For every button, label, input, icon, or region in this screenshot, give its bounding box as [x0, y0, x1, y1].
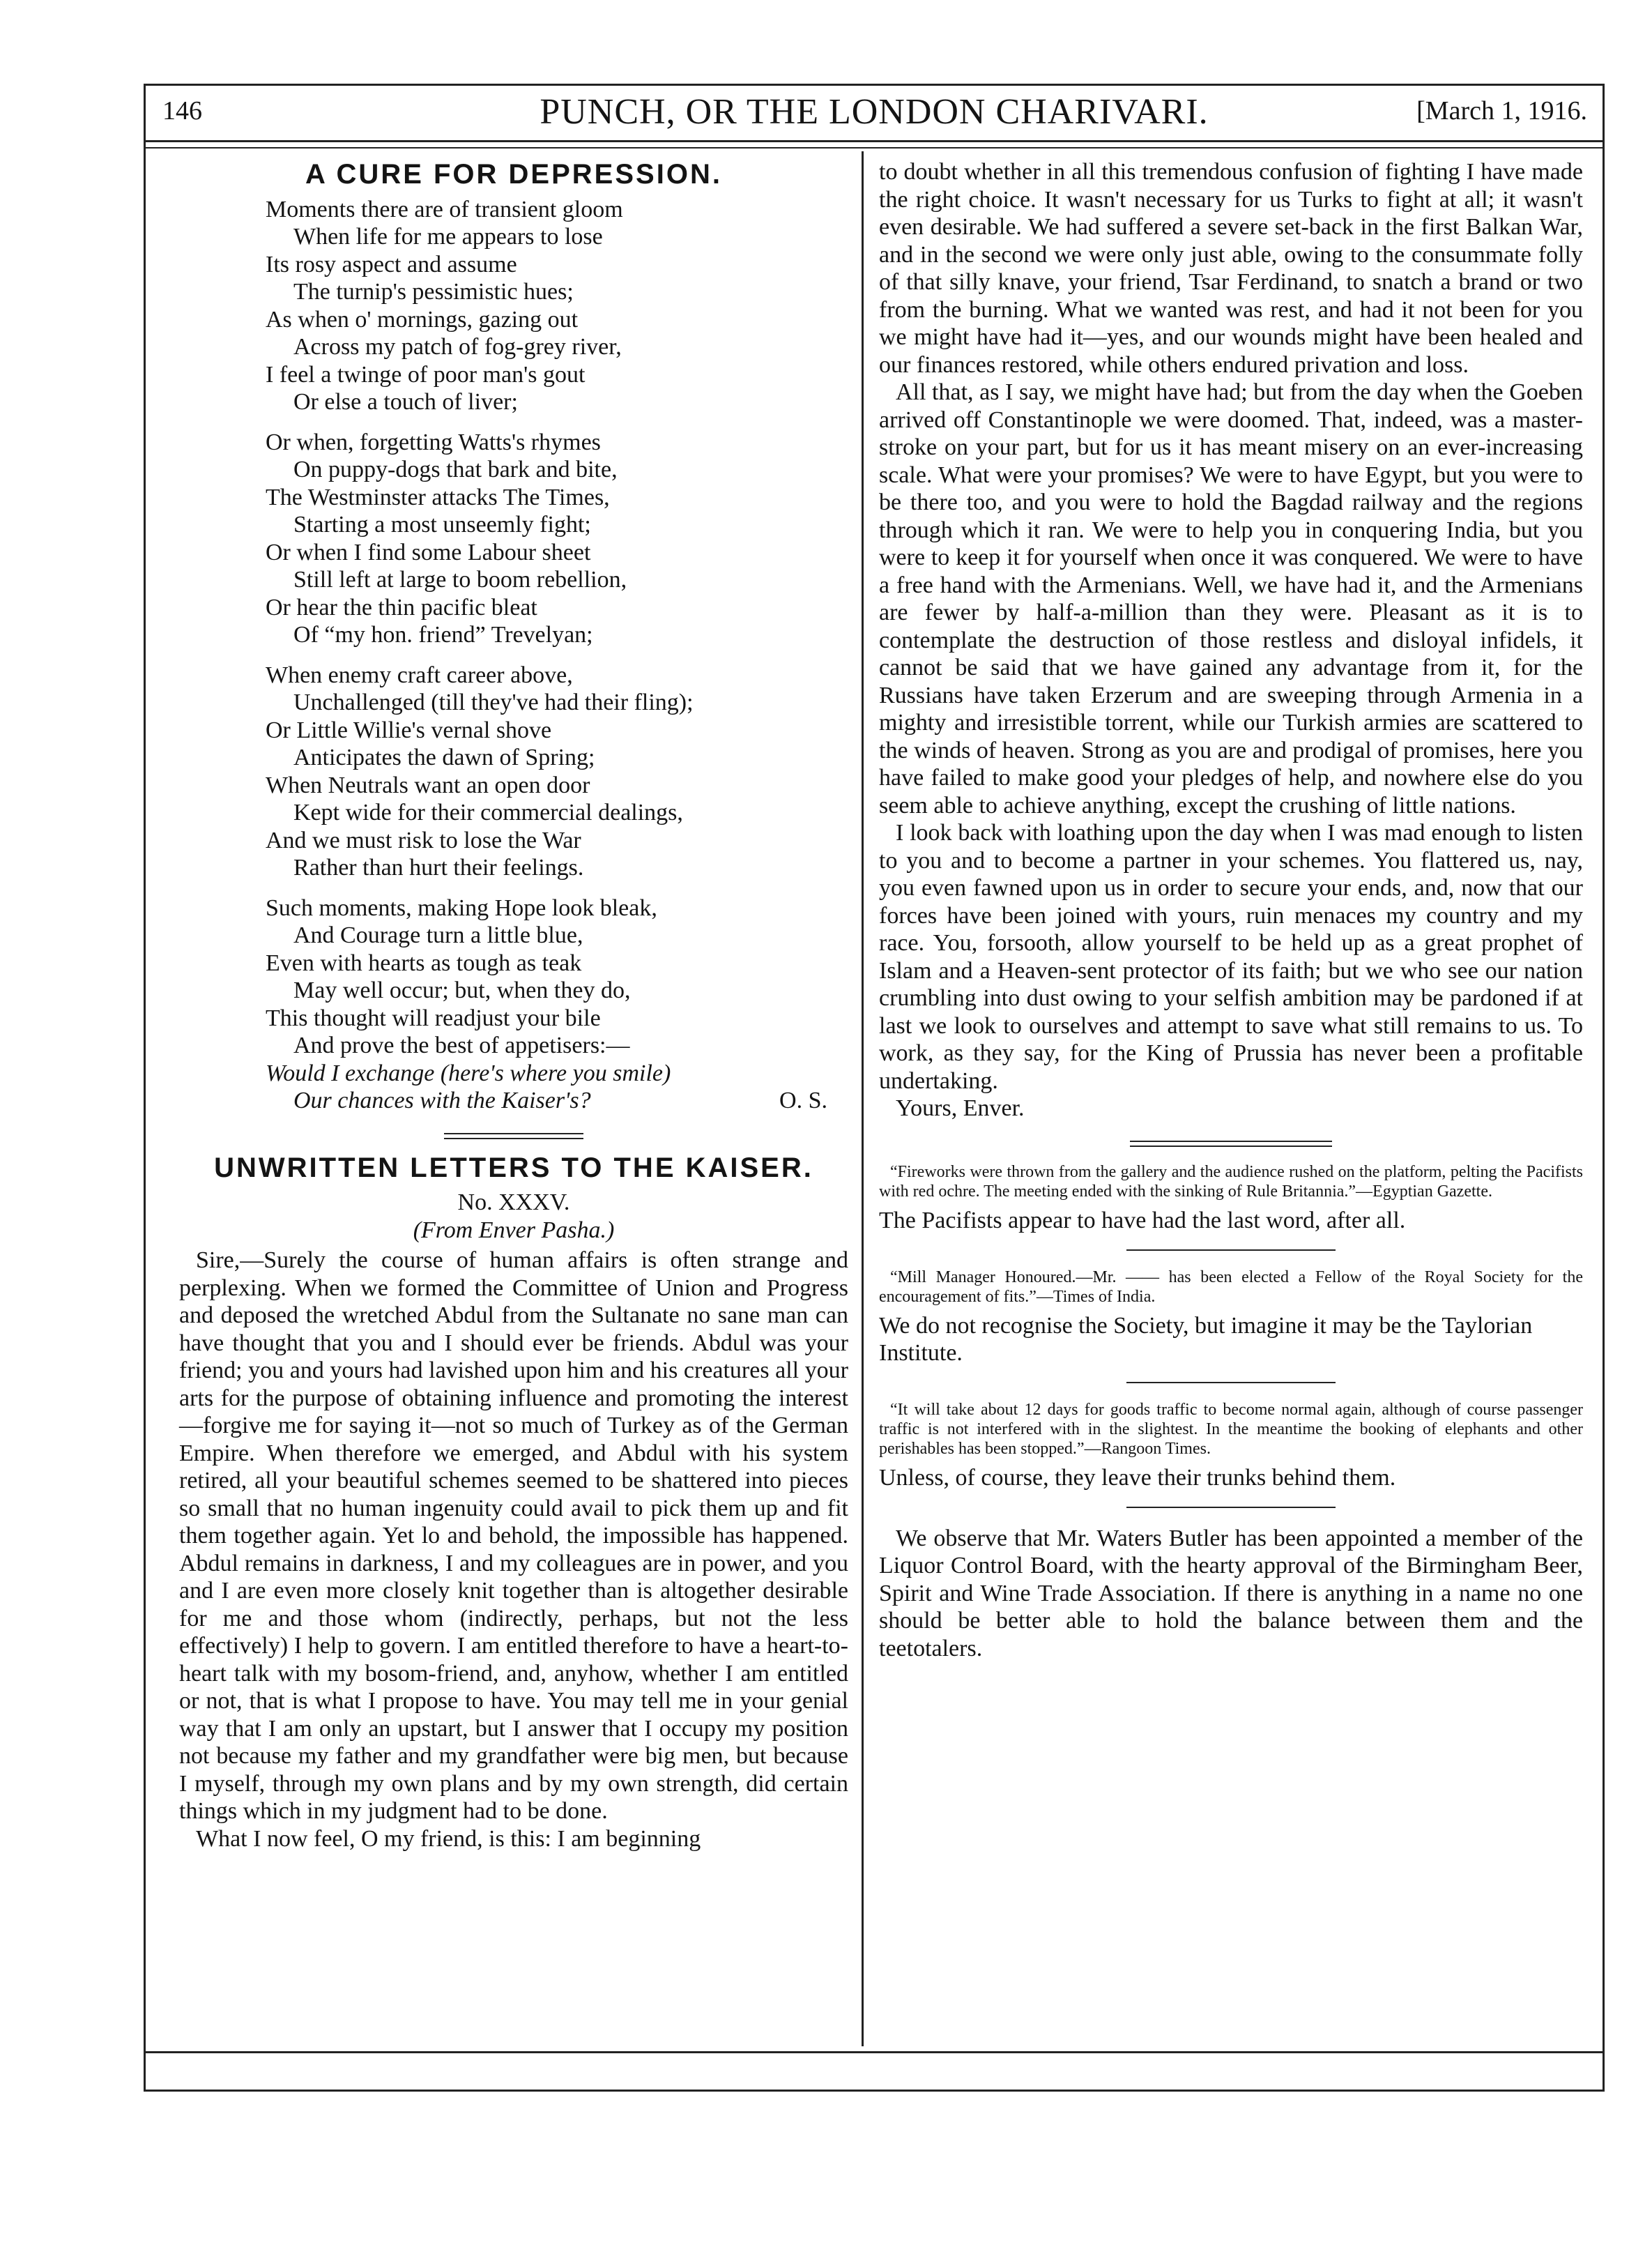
letter-body-left [179, 1247, 848, 1852]
bottom-rule [146, 2051, 1603, 2053]
poem-line: Such moments, making Hope look bleak, [266, 895, 657, 921]
letter-title: UNWRITTEN LETTERS TO THE KAISER. [214, 1152, 813, 1183]
header-rule [146, 147, 1603, 149]
letter-number: No. XXXV. [457, 1189, 570, 1215]
poem-line: And we must risk to lose the War [266, 827, 581, 853]
snippet-quote: “Fireworks were thrown from the gallery and the audience rushed on the platform, pelting the Pacifists with red ochre. The meeting ended with the sinking of Rule Britannia.”—Egyptian Gazette. [879, 1162, 1583, 1201]
poem-line [266, 1087, 848, 1115]
poem-line: And Courage turn a little blue, [293, 922, 583, 948]
poem-line: Rather than hurt their feelings. [293, 855, 584, 881]
column-divider [862, 151, 864, 2046]
poem-line: Unchallenged (till they've had their fling); [293, 690, 694, 715]
left-column [179, 158, 848, 1852]
page-header [146, 86, 1603, 142]
poem-line: When life for me appears to lose [293, 224, 603, 250]
poem-line: When enemy craft career above, [266, 662, 573, 688]
poem-stanza [266, 662, 848, 882]
poem-title: A CURE FOR DEPRESSION. [305, 159, 722, 190]
snippet-quote: “Mill Manager Honoured.—Mr. —— has been elected a Fellow of the Royal Society for the encouragement of fits.”—Times of India. [879, 1268, 1583, 1306]
snippet [879, 1400, 1583, 1491]
poem-line: And prove the best of appetisers:— [293, 1033, 630, 1058]
poem-line: This thought will readjust your bile [266, 1005, 601, 1031]
section-double-rule [444, 1133, 583, 1139]
snippet-rule [1126, 1507, 1336, 1508]
closing-paragraph: We observe that Mr. Waters Butler has been appointed a member of the Liquor Control Board, with the hearty approval of the Birmingham Beer, Spirit and Wine Trade Association. If there is anything in a name no one should be better able to hold the balance between them and the teetotalers. [879, 1525, 1583, 1661]
snippet-rule [1126, 1249, 1336, 1251]
poem-line: Or hear the thin pacific bleat [266, 594, 537, 621]
poem-line: Or when, forgetting Watts's rhymes [266, 429, 601, 455]
poem-line: I feel a twinge of poor man's gout [266, 361, 586, 388]
snippet-rule [1126, 1382, 1336, 1383]
section-double-rule [1130, 1141, 1332, 1147]
snippet [879, 1268, 1583, 1367]
poem-line: Or Little Willie's vernal shove [266, 717, 552, 743]
poem-line: Across my patch of fog-grey river, [293, 334, 622, 360]
poem-last-line-text: Our chances with the Kaiser's? [293, 1088, 591, 1113]
poem-signature: O. S. [779, 1088, 827, 1113]
snippet-reply: We do not recognise the Society, but imagine it may be the Taylorian Institute. [879, 1312, 1533, 1366]
poem-stanza [266, 895, 848, 1115]
poem-line: Kept wide for their commercial dealings, [293, 800, 683, 825]
page-frame [144, 84, 1605, 2092]
right-column [879, 158, 1583, 1662]
poem-line: Still left at large to boom rebellion, [293, 567, 627, 593]
poem-line: Would I exchange (here's where you smile) [266, 1060, 671, 1086]
page-number: 146 [162, 96, 202, 125]
issue-date: [March 1, 1916. [1416, 96, 1587, 125]
snippet-reply: Unless, of course, they leave their trunks behind them. [879, 1464, 1396, 1491]
letter-body-right [879, 158, 1583, 1122]
poem-line: When Neutrals want an open door [266, 772, 590, 798]
poem [266, 196, 848, 1115]
letter-paragraph: I look back with loathing upon the day when I was mad enough to listen to you and to become a partner in your schemes. You flattered us, nay, you even fawned upon us in order to secure your ends, and, now that our forces have been joined with yours, ruin menaces my country and my race. You, forsooth, allow yourself to be held up as a great prophet of Islam and a Heaven-sent protector of its faith; but we who see our nation crumbling into dust owing to your selfish ambition may be pardoned if at last we look to ourselves and attempt to save what still remains to us. To work, as they say, for the King of Prussia has never been a profitable undertaking. [879, 820, 1583, 1094]
poem-line: Or else a touch of liver; [293, 389, 518, 415]
letter-paragraph: What I now feel, O my friend, is this: I am beginning [196, 1825, 701, 1852]
poem-line: Of “my hon. friend” Trevelyan; [293, 622, 593, 648]
poem-stanza [266, 196, 848, 416]
poem-line: Or when I find some Labour sheet [266, 539, 591, 565]
poem-line: Its rosy aspect and assume [266, 251, 517, 277]
poem-line: Starting a most unseemly fight; [293, 512, 591, 538]
poem-line: The Westminster attacks The Times, [266, 484, 610, 510]
masthead-title: PUNCH, OR THE LONDON CHARIVARI. [540, 92, 1209, 132]
poem-line: The turnip's pessimistic hues; [293, 279, 574, 305]
poem-line: May well occur; but, when they do, [293, 977, 631, 1003]
poem-line: Moments there are of transient gloom [266, 196, 623, 222]
poem-line: On puppy-dogs that bark and bite, [293, 457, 618, 482]
poem-stanza [266, 429, 848, 649]
poem-line: As when o' mornings, gazing out [266, 306, 579, 333]
letter-paragraph: Sire,—Surely the course of human affairs is often strange and perplexing. When we formed the Committee of Union and Progress and deposed the wretched Abdul from the Sultanate no sane man can have thought that you and I should ever be friends. Abdul was your friend; you and yours had lavished upon him and his creatures all your arts for the purpose of obtaining influence and promoting the interest—forgive me for saying it—not so much of Turkey as of the German Empire. When therefore we emerged, and Abdul with his system retired, all your beautiful schemes seemed to be shattered into pieces so small that no human ingenuity could avail to pick them up and fit them together again. Yet lo and behold, the impossible has happened. Abdul remains in darkness, I and my colleagues are in power, and you and I are even more closely knit together than is altogether desirable for me and those whom (indirectly, perhaps, but not the less effectively) I help to govern. I am entitled therefore to have a heart-to-heart talk with my bosom-friend, and, anyhow, whether I am entitled or not, that is what I propose to have. You may tell me in your genial way that I am only an upstart, but I answer that I occupy my position not because my father and my grandfather were big men, but because I myself, through my own plans and by my own strength, did certain things which in my judgment had to be done. [179, 1247, 848, 1824]
letter-signoff: Yours, Enver. [896, 1095, 1025, 1121]
letter-from: (From Enver Pasha.) [413, 1217, 615, 1243]
letter-paragraph: All that, as I say, we might have had; but from the day when the Goeben arrived off Constantinople we were doomed. That, indeed, was a master-stroke on your part, but for us it has meant misery on an ever-increasing scale. What were your promises? We were to have Egypt, but you were to be there too, and you were to hold the Bagdad railway and the regions through which it ran. We were to help you in conquering India, but you were to keep it for yourself when once it was conquered. We were to have a free hand with the Armenians. Well, we have had it, and the Armenians are fewer by half-a-million than they were. Pleasant as it is to contemplate the destruction of those restless and disloyal infidels, it cannot be said that we have gained any advantage from it, for the Russians have taken Erzerum and are sweeping through Armenia in a mighty and irresistible torrent, while our Turkish armies are scattered to the winds of heaven. Strong as you are and prodigal of promises, here you have failed to make good your pledges of help, and nowhere else do you seem able to achieve anything, except the crushing of little nations. [879, 379, 1583, 819]
poem-line: Even with hearts as tough as teak [266, 950, 582, 976]
snippet-quote: “It will take about 12 days for goods traffic to become normal again, although of course passenger traffic is not interfered with in the slightest. In the meantime the booking of elephants and other perishables has been stopped.”—Rangoon Times. [879, 1400, 1583, 1458]
letter-paragraph: to doubt whether in all this tremendous confusion of fighting I have made the right choice. It wasn't necessary for us Turks to fight at all; it wasn't even desirable. We had suffered a severe set-back in the first Balkan War, and in the second we were only just able, owing to the consummate folly of that silly knave, your friend, Tsar Ferdinand, to snatch a brand or two from the burning. What we wanted was rest, and had it not been for you we might have had it—yes, and our wounds might have been healed and our finances restored, while others endured privation and loss. [879, 159, 1583, 378]
snippet-reply: The Pacifists appear to have had the last word, after all. [879, 1207, 1406, 1233]
poem-line: Anticipates the dawn of Spring; [293, 745, 595, 770]
snippet [879, 1162, 1583, 1234]
